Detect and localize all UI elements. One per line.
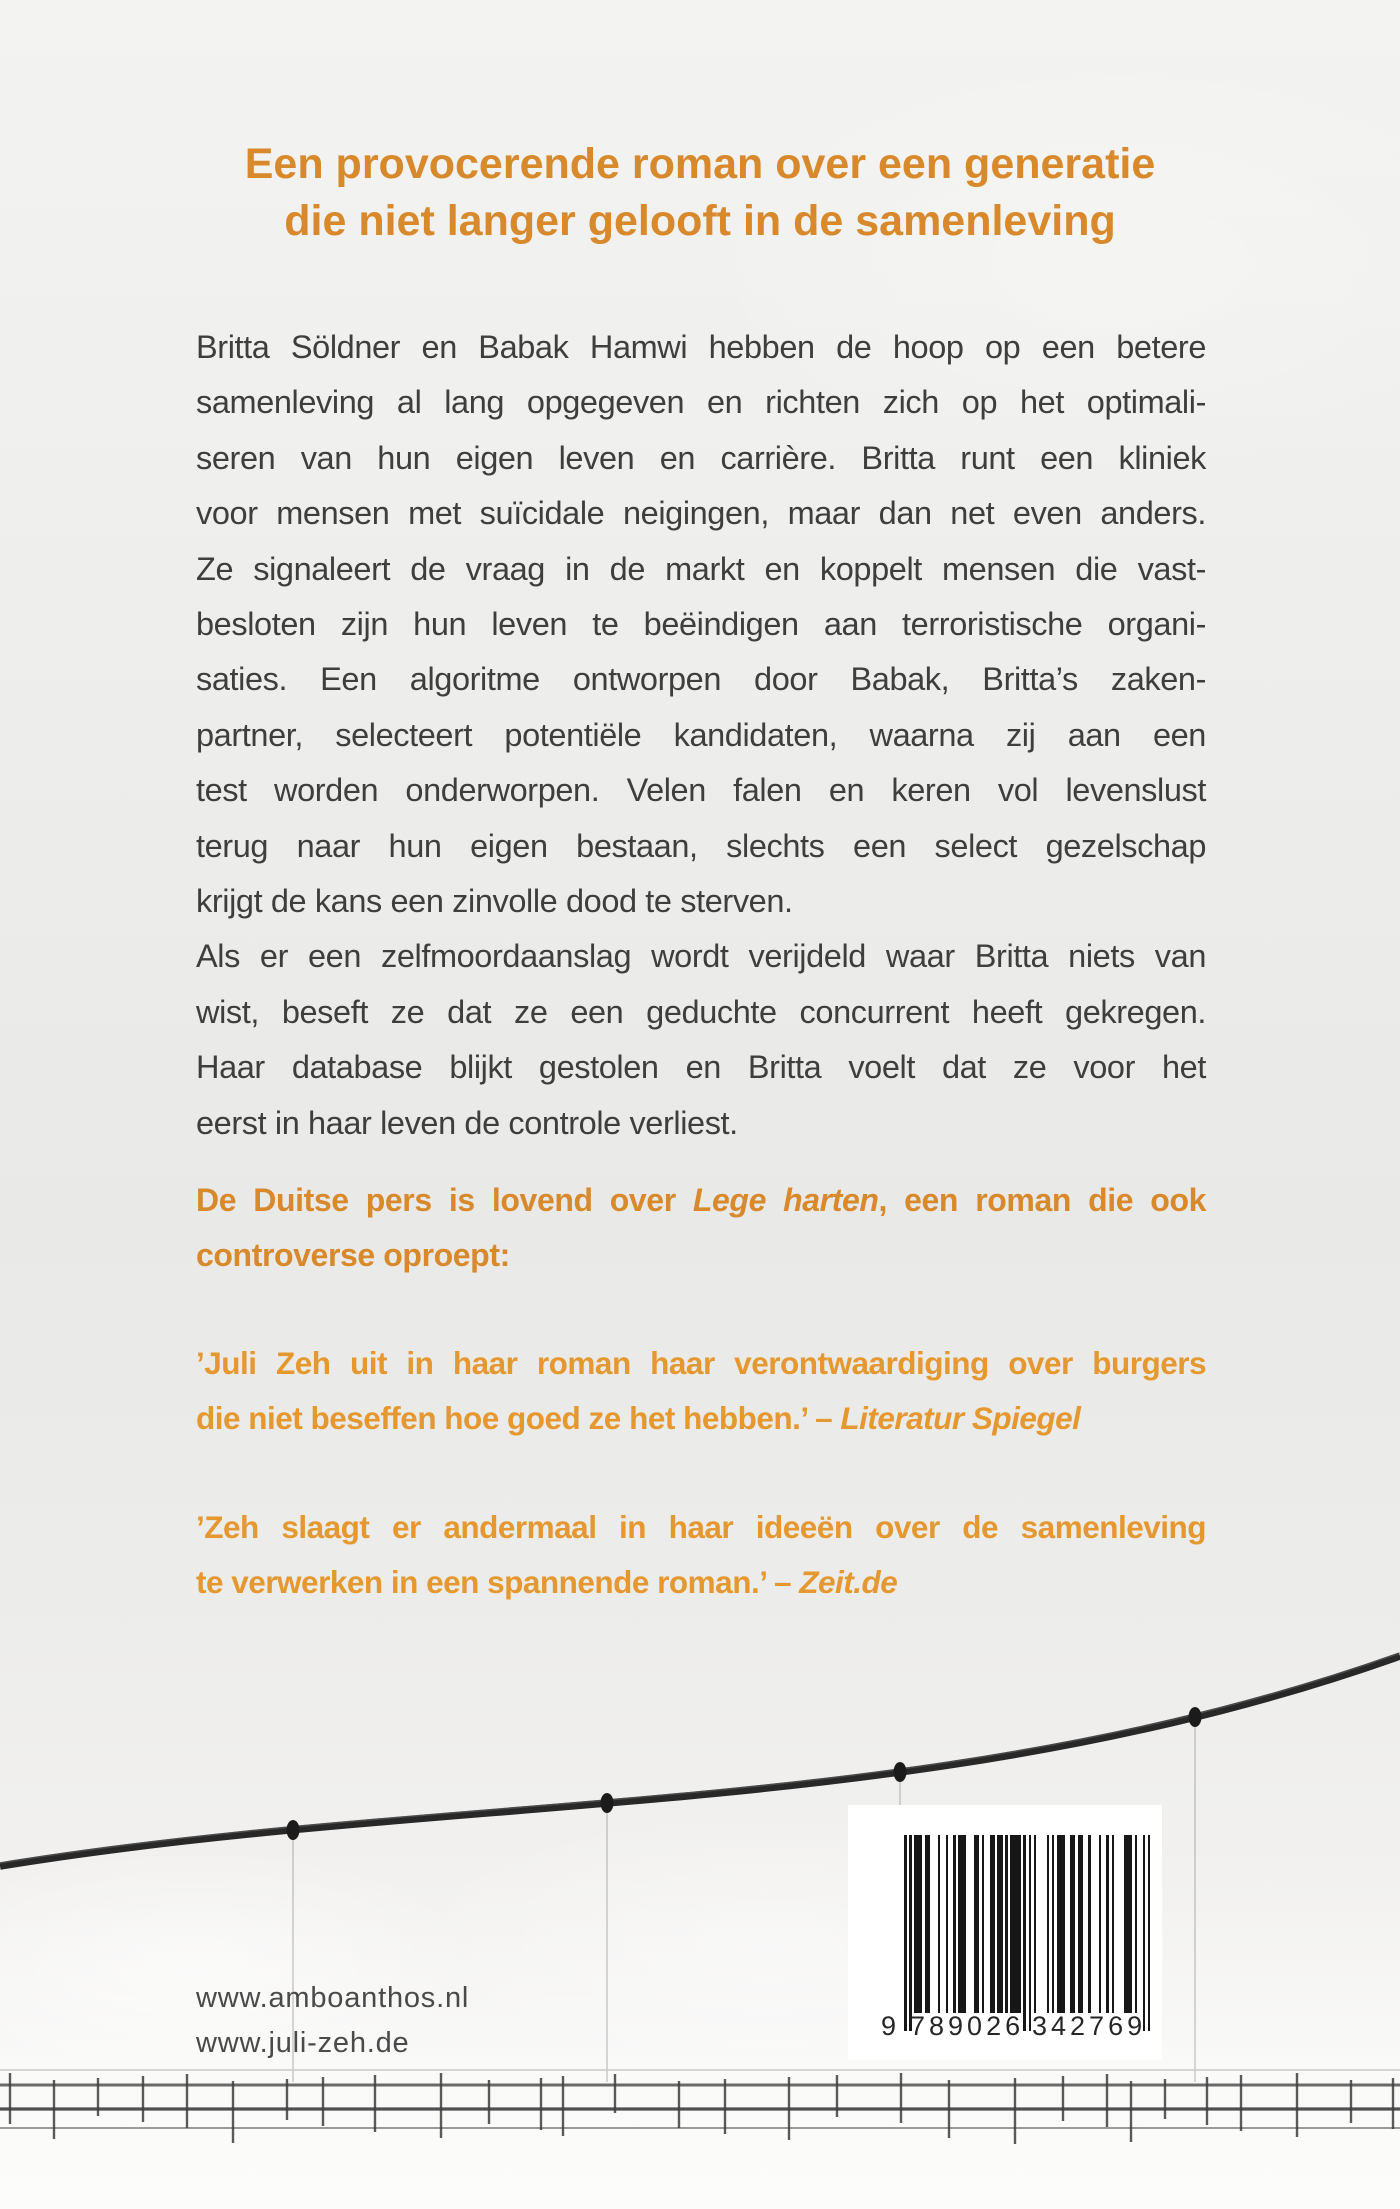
text-line: seren van hun eigen leven en carrière. Britta runt een kliniek <box>196 439 1206 476</box>
text-line: saties. Een algoritme ontworpen door Babak, Britta’s zaken- <box>196 661 1206 698</box>
text-line: wist, beseft ze dat ze een geduchte concurrent heeft gekregen. <box>196 993 1206 1030</box>
tagline-heading <box>0 136 1400 250</box>
author-url: www.juli-zeh.de <box>196 2027 410 2059</box>
text-line: partner, selecteert potentiële kandidaten, waarna zij aan een <box>196 716 1206 753</box>
text-line: controverse oproept: <box>196 1237 510 1274</box>
publisher-url: www.amboanthos.nl <box>196 1982 470 2014</box>
text-line: krijgt de kans een zinvolle dood te sterven. <box>196 883 793 920</box>
bridge-railing <box>0 2070 1400 2144</box>
barcode-digit-group: 789026 <box>910 2011 1025 2041</box>
website-urls <box>196 1976 469 2066</box>
text-line: Als er een zelfmoordaanslag wordt verijdeld waar Britta niets van <box>196 938 1206 975</box>
text-line: ’Juli Zeh uit in haar roman haar verontwaardiging over burgers <box>196 1345 1206 1381</box>
text-line: besloten zijn hun leven te beëindigen aan terroristische organi- <box>196 606 1206 643</box>
text-line: Haar database blijkt gestolen en Britta voelt dat ze voor het <box>196 1049 1206 1086</box>
text-line: Een provocerende roman over een generatie <box>244 140 1156 188</box>
barcode-digit-group: 342769 <box>1032 2011 1147 2041</box>
text-line: Britta Söldner en Babak Hamwi hebben de hoop op een betere <box>196 329 1206 365</box>
barcode-module <box>1148 1835 1151 2031</box>
text-line: samenleving al lang opgegeven en richten zich op het optimali- <box>196 384 1206 421</box>
barcode-bars <box>904 1835 1150 2013</box>
synopsis-text <box>196 320 1206 1151</box>
press-quote-literatur-spiegel <box>196 1336 1206 1447</box>
barcode-digit-group: 9 <box>880 2011 896 2041</box>
isbn-barcode <box>848 1805 1162 2060</box>
text-line: Ze signaleert de vraag in de markt en koppelt mensen die vast- <box>196 550 1206 587</box>
text-line: ’Zeh slaagt er andermaal in haar ideeën over de samenleving <box>196 1509 1206 1545</box>
text-line: te verwerken in een spannende roman.’ – Zeit.de <box>196 1564 898 1601</box>
barcode-number <box>848 2011 1162 2045</box>
text-line: die niet langer gelooft in de samenleving <box>284 197 1116 245</box>
press-quote-zeit-de <box>196 1500 1206 1611</box>
text-line: die niet beseffen hoe goed ze het hebben.’ – Literatur Spiegel <box>196 1400 1081 1437</box>
text-line: De Duitse pers is lovend over Lege harten, een roman die ook <box>196 1182 1206 1218</box>
text-line: eerst in haar leven de controle verliest. <box>196 1104 738 1141</box>
text-line: test worden onderworpen. Velen falen en keren vol levenslust <box>196 772 1206 809</box>
press-intro-text <box>196 1173 1206 1284</box>
text-line: voor mensen met suïcidale neigingen, maar dan net even anders. <box>196 495 1206 532</box>
text-line: terug naar hun eigen bestaan, slechts een select gezelschap <box>196 827 1206 864</box>
